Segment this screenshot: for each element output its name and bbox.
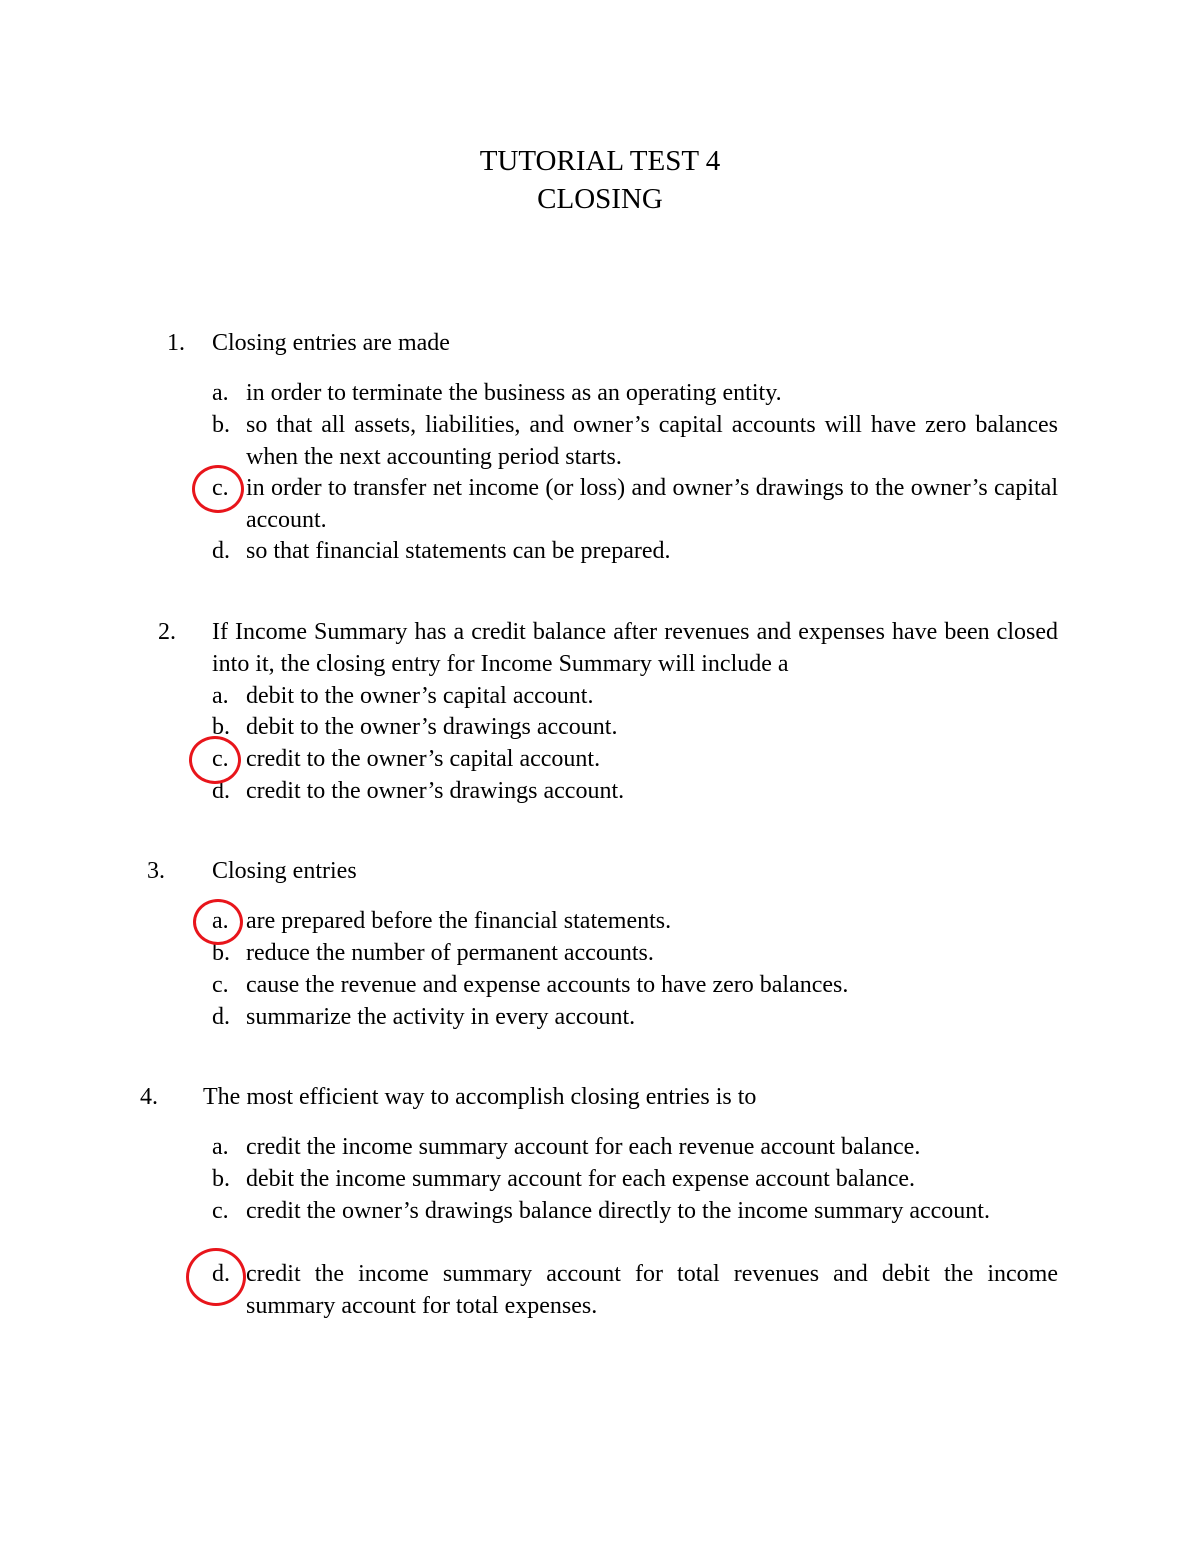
answer-circle-mark <box>186 1248 246 1306</box>
answer-circle-mark <box>192 465 244 513</box>
option-letter: b. <box>212 940 230 966</box>
option-text: summarize the activity in every account. <box>246 1004 636 1030</box>
option-letter: d. <box>212 538 230 564</box>
question-number: 4. <box>140 1084 158 1110</box>
option-letter: a. <box>212 380 229 406</box>
option-letter: a. <box>212 908 229 934</box>
option-text: are prepared before the financial statements. <box>246 908 672 934</box>
option-text: credit the income summary account for total revenues and debit the income summary account for total expenses. <box>246 1261 1058 1319</box>
option-text: credit the income summary account for each revenue account balance. <box>246 1134 921 1160</box>
question-number: 1. <box>167 330 185 356</box>
option-letter: c. <box>212 746 229 772</box>
answer-circle-mark <box>189 736 241 784</box>
option-letter: b. <box>212 412 230 438</box>
option-text: credit the owner’s drawings balance directly to the income summary account. <box>246 1198 990 1224</box>
option-letter: a. <box>212 1134 229 1160</box>
option-text: reduce the number of permanent accounts. <box>246 940 654 966</box>
option-letter: c. <box>212 972 229 998</box>
option-text: debit to the owner’s capital account. <box>246 683 594 709</box>
question-text: If Income Summary has a credit balance after revenues and expenses have been closed into it, the closing entry for Income Summary will include a <box>212 619 1058 677</box>
option-text: debit to the owner’s drawings account. <box>246 714 618 740</box>
option-letter: a. <box>212 683 229 709</box>
option-text: debit the income summary account for each expense account balance. <box>246 1166 916 1192</box>
question-text: The most efficient way to accomplish closing entries is to <box>203 1084 757 1110</box>
option-letter: c. <box>212 475 229 501</box>
question-number: 2. <box>158 619 176 645</box>
question-text: Closing entries <box>212 858 357 884</box>
option-text: in order to transfer net income (or loss) and owner’s drawings to the owner’s capital account. <box>246 475 1058 533</box>
page-title: TUTORIAL TEST 4 <box>479 145 721 177</box>
option-letter: d. <box>212 1261 230 1287</box>
option-letter: d. <box>212 778 230 804</box>
page-subtitle: CLOSING <box>537 183 663 215</box>
question-text: Closing entries are made <box>212 330 450 356</box>
option-letter: b. <box>212 1166 230 1192</box>
option-text: so that all assets, liabilities, and owner’s capital accounts will have zero balances when the next accounting period starts. <box>246 412 1058 470</box>
option-text: in order to terminate the business as an operating entity. <box>246 380 782 406</box>
option-letter: d. <box>212 1004 230 1030</box>
answer-circle-mark <box>193 899 243 945</box>
option-text: cause the revenue and expense accounts to have zero balances. <box>246 972 849 998</box>
question-number: 3. <box>147 858 165 884</box>
option-letter: c. <box>212 1198 229 1224</box>
option-letter: b. <box>212 714 230 740</box>
option-text: so that financial statements can be prepared. <box>246 538 671 564</box>
option-text: credit to the owner’s capital account. <box>246 746 601 772</box>
option-text: credit to the owner’s drawings account. <box>246 778 625 804</box>
